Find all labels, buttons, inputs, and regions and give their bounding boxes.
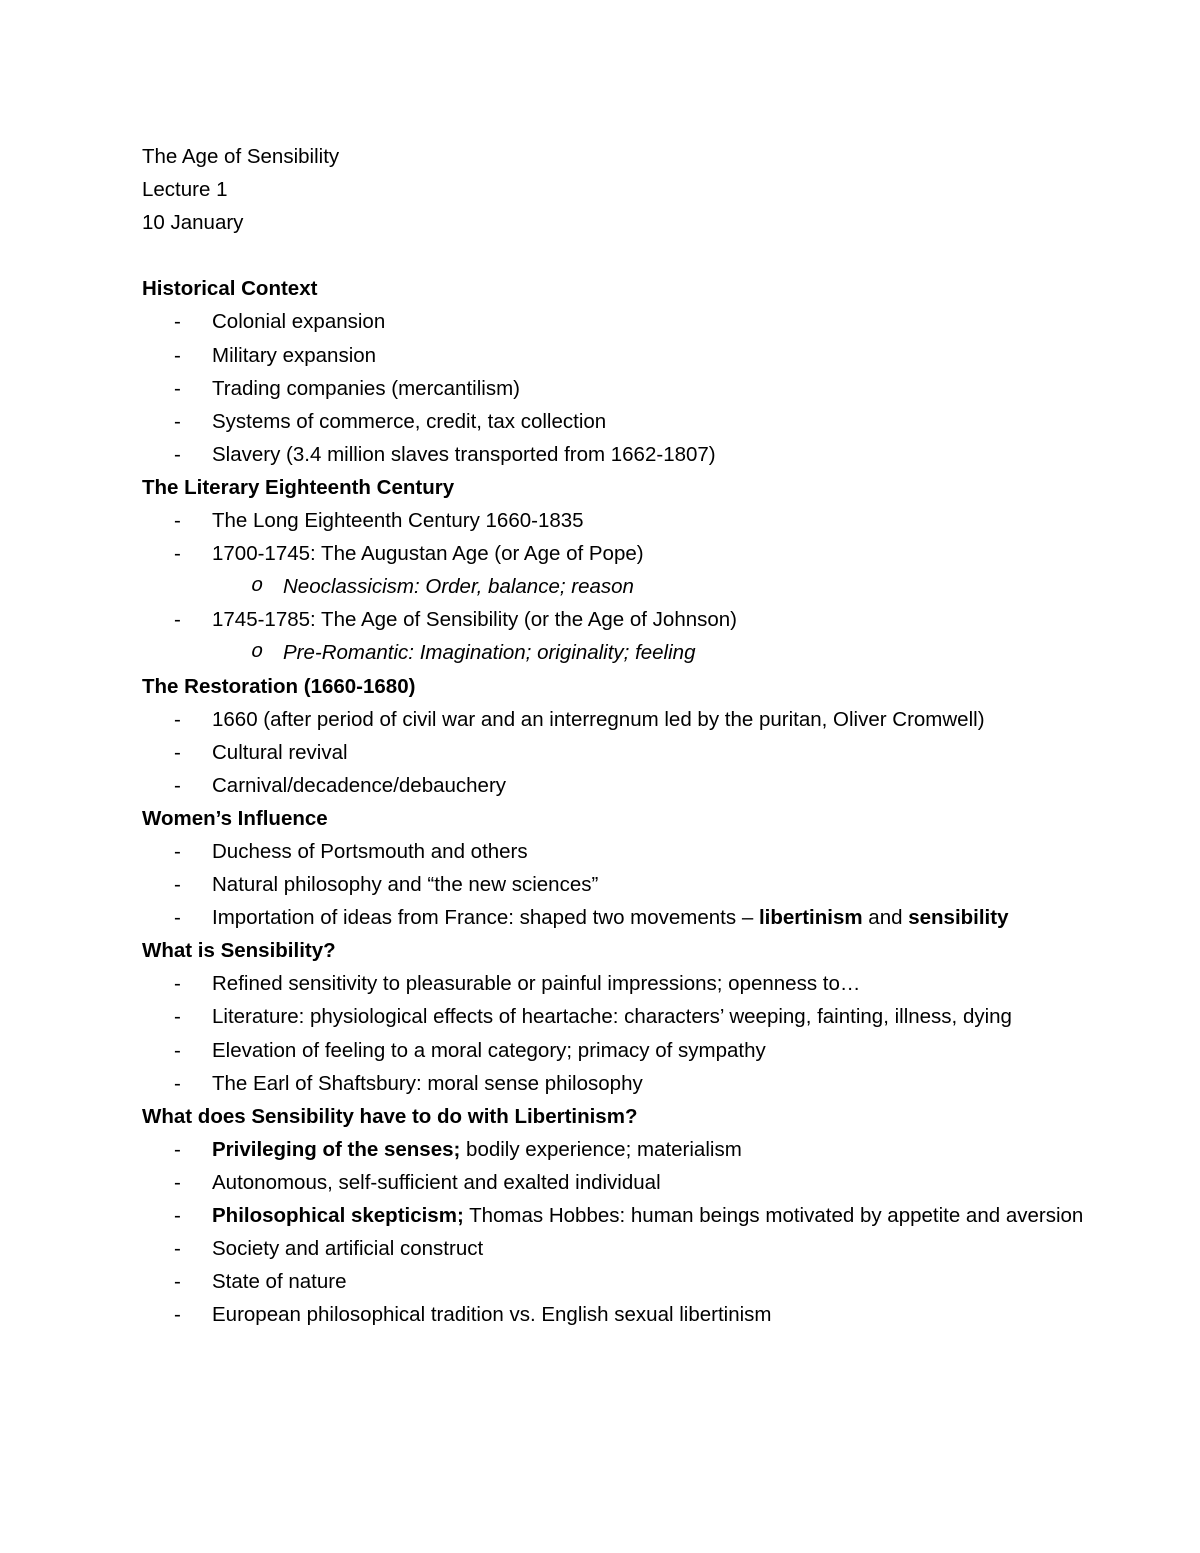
dash-bullet: - (174, 1137, 181, 1161)
list-item-text: Duchess of Portsmouth and others (212, 839, 528, 863)
list-item (142, 372, 1102, 405)
dash-bullet: - (174, 740, 181, 764)
dash-bullet: - (174, 1170, 181, 1194)
list-item-text: European philosophical tradition vs. English sexual libertinism (212, 1303, 772, 1327)
lecture-date: 10 January (142, 211, 244, 235)
section-heading-womens-influence: Women’s Influence (142, 806, 328, 830)
section-heading-restoration: The Restoration (1660-1680) (142, 674, 416, 698)
dash-bullet: - (174, 1270, 181, 1294)
list-item-text: bodily experience; materialism (460, 1137, 742, 1161)
sub-list-item (142, 570, 1102, 603)
list-item-text: Slavery (3.4 million slaves transported from 1662-1807) (212, 442, 716, 466)
list-item (142, 1000, 1102, 1033)
dash-bullet: - (174, 509, 181, 533)
dash-bullet: - (174, 542, 181, 566)
dash-bullet: - (174, 873, 181, 897)
list-item (142, 504, 1102, 537)
list-item-text: Autonomous, self-sufficient and exalted individual (212, 1170, 661, 1194)
list-item (142, 1166, 1102, 1199)
section-heading-what-is-sensibility: What is Sensibility? (142, 939, 336, 963)
list-item (142, 1067, 1102, 1100)
list-item (142, 1298, 1102, 1331)
list-item-text: Carnival/decadence/debauchery (212, 773, 507, 797)
list-item-text: Military expansion (212, 343, 377, 367)
list-item (142, 438, 1102, 471)
list-item-text: Colonial expansion (212, 310, 386, 334)
list-item (142, 339, 1102, 372)
list-item (142, 835, 1102, 868)
list-item-text: The Long Eighteenth Century 1660-1835 (212, 509, 584, 533)
list-item-text: The Earl of Shaftsbury: moral sense philosophy (212, 1071, 643, 1095)
list-item-text: 1660 (after period of civil war and an interregnum led by the puritan, Oliver Cromwell) (212, 707, 985, 731)
section-heading-literary-century: The Literary Eighteenth Century (142, 475, 455, 499)
circle-bullet: o (251, 641, 264, 665)
list-item-text: Society and artificial construct (212, 1237, 484, 1261)
list-item (142, 305, 1102, 338)
bold-term: Philosophical skepticism; (212, 1204, 464, 1227)
dash-bullet: - (174, 608, 181, 632)
dash-bullet: - (174, 707, 181, 731)
list-item (142, 967, 1102, 1000)
dash-bullet: - (174, 839, 181, 863)
document-body (142, 140, 1102, 1331)
lecture-number: Lecture 1 (142, 178, 228, 202)
list-item (142, 703, 1102, 736)
list-item-text: Thomas Hobbes: human beings motivated by appetite and aversion (463, 1204, 1084, 1227)
dash-bullet: - (174, 1204, 181, 1227)
list-item (142, 1034, 1102, 1067)
document-header (142, 140, 1102, 239)
dash-bullet: - (174, 376, 181, 400)
sub-list-item (142, 636, 1102, 669)
dash-bullet: - (174, 972, 181, 996)
list-item (142, 1199, 1102, 1232)
bold-term-libertinism: libertinism (758, 906, 863, 930)
dash-bullet: - (174, 773, 181, 797)
dash-bullet: - (174, 906, 181, 930)
list-item-text: and (862, 906, 909, 930)
list-item (142, 1265, 1102, 1298)
list-item (142, 769, 1102, 802)
circle-bullet: o (251, 575, 264, 599)
dash-bullet: - (174, 1303, 181, 1327)
document-title: The Age of Sensibility (142, 145, 340, 168)
dash-bullet: - (174, 442, 181, 466)
section-heading-sensibility-libertinism: What does Sensibility have to do with Libertinism? (142, 1104, 638, 1128)
list-item-text: Trading companies (mercantilism) (212, 376, 520, 400)
list-item-text: Importation of ideas from France: shaped two movements – (212, 906, 759, 930)
sub-list-item-text: Neoclassicism: Order, balance; reason (283, 575, 634, 599)
list-item-text: Natural philosophy and “the new sciences” (212, 873, 599, 897)
list-item-text: 1700-1745: The Augustan Age (or Age of Pope) (212, 542, 644, 566)
list-item-text: Cultural revival (212, 740, 348, 764)
dash-bullet: - (174, 1005, 181, 1029)
list-item-text: Elevation of feeling to a moral category; primacy of sympathy (212, 1038, 766, 1062)
bold-term-sensibility: sensibility (908, 906, 1009, 930)
list-item-text: State of nature (212, 1270, 347, 1294)
dash-bullet: - (174, 1071, 181, 1095)
section-heading-historical-context: Historical Context (142, 277, 318, 301)
list-item-text: 1745-1785: The Age of Sensibility (or the Age of Johnson) (212, 608, 738, 632)
list-item (142, 1133, 1102, 1166)
list-item (142, 537, 1102, 570)
list-item-text: Refined sensitivity to pleasurable or painful impressions; openness to… (212, 972, 861, 996)
dash-bullet: - (174, 1237, 181, 1261)
list-item-text: Systems of commerce, credit, tax collection (212, 409, 607, 433)
list-item (142, 736, 1102, 769)
dash-bullet: - (174, 409, 181, 433)
list-item (142, 1232, 1102, 1265)
bold-term: Privileging of the senses; (212, 1137, 461, 1161)
list-item (142, 405, 1102, 438)
list-item (142, 868, 1102, 901)
list-item-text: Literature: physiological effects of heartache: characters’ weeping, fainting, illness, dying (212, 1005, 1012, 1029)
list-item (142, 603, 1102, 636)
sub-list-item-text: Pre-Romantic: Imagination; originality; feeling (283, 641, 696, 665)
dash-bullet: - (174, 343, 181, 367)
list-item (142, 901, 1102, 934)
dash-bullet: - (174, 1038, 181, 1062)
dash-bullet: - (174, 310, 181, 334)
